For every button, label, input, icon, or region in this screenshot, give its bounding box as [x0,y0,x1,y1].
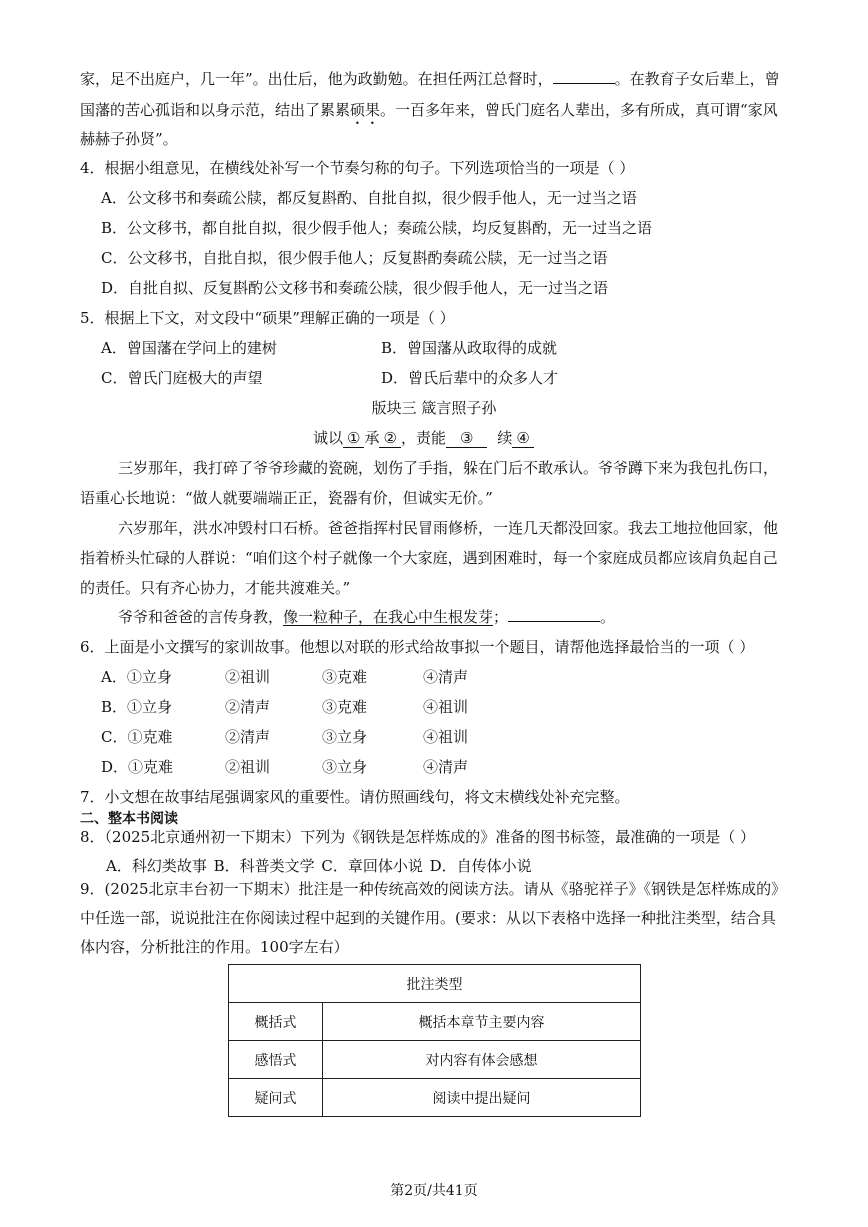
table-cell: 感悟式 [229,1041,323,1079]
story-text: ； [493,608,509,626]
passage-text: 。一百多年来，曾氏门庭名人辈出，多有所成，真可谓“家风 [380,101,778,119]
q8-options[interactable]: A．科幻类故事 B．科普类文学 C．章回体小说 D．自传体小说 [106,857,532,875]
answer-blank[interactable] [508,620,600,622]
underlined-sentence: 像一粒种子，在我心中生根发芽 [283,608,494,626]
q5-option-c[interactable]: C．曾氏门庭极大的声望 [101,369,263,387]
q6-cell: ④清声 [423,668,469,686]
q6-cell: ②清声 [225,698,271,716]
q6-cell: ④祖训 [423,728,469,746]
q6-cell: ④清声 [423,758,469,776]
section-title: 版块三 箴言照子孙 [371,399,497,417]
table-cell: 对内容有体会感想 [323,1041,641,1079]
couplet-text: ，责能 [400,429,446,447]
emphasized-word: 硕果 [350,101,381,119]
q4-option-a[interactable]: A．公文移书和奏疏公牍，都反复斟酌、自批自拟，很少假手他人，无一过当之语 [101,189,637,207]
table-header: 批注类型 [229,965,641,1003]
table-cell: 阅读中提出疑问 [323,1079,641,1117]
q6-option-a[interactable] [101,666,468,687]
question-9-line: 9．(2025北京丰台初一下期末）批注是一种传统高效的阅读方法。请从《骆驼祥子》《钢铁是怎样炼成的》 [80,880,787,898]
q4-option-d[interactable]: D．自批自拟、反复斟酌公文移书和奏疏公牍，很少假手他人，无一过当之语 [101,279,609,297]
story-paragraph: 的责任。只有齐心协力，才能共渡难关。” [80,579,351,597]
story-paragraph: 指着桥头忙碌的人群说：“咱们这个村子就像一个大家庭，遇到困难时，每一个家庭成员都应该肩负起自己 [80,549,778,567]
q5-option-a[interactable]: A．曾国藩在学问上的建树 [101,339,277,357]
q6-cell: D．①克难 [101,758,174,776]
story-paragraph: 语重心长地说：“做人就要端端正正，瓷器有价，但诚实无价。” [80,489,493,507]
table-row [229,1041,641,1079]
story-paragraph [118,606,615,627]
q4-option-b[interactable]: B．公文移书，都自批自拟，很少假手他人；奏疏公牍，均反复斟酌，无一过当之语 [101,219,653,237]
q6-cell: B．①立身 [101,698,173,716]
question-8-stem: 8．（2025北京通州初一下期末）下列为《钢铁是怎样炼成的》准备的图书标签，最准确的一项是（ ） [80,828,755,846]
annotation-type-table [228,964,641,1117]
story-paragraph: 六岁那年，洪水冲毁村口石桥。爸爸指挥村民冒雨修桥，一连几天都没回家。我去工地拉他回家，他 [118,519,779,537]
question-9-line: 体内容，分析批注的作用。100字左右） [80,938,349,956]
section-heading: 二、整本书阅读 [80,811,178,827]
couplet-blank-3: ③ [446,429,487,448]
answer-blank [553,82,615,84]
q6-cell: C．①克难 [101,728,173,746]
table-cell: 疑问式 [229,1079,323,1117]
passage-text: 家，足不出庭户，几一年”。出仕后，他为政勤勉。在担任两江总督时， [80,70,553,88]
q6-cell: ③克难 [322,668,368,686]
couplet-text: 诚以 [313,429,344,447]
table-row [229,1079,641,1117]
couplet-line [313,427,534,448]
q6-cell: ②祖训 [225,758,271,776]
story-text: 。 [600,608,616,626]
table-cell: 概括本章节主要内容 [323,1003,641,1041]
passage-line: 赫赫子孙贤”。 [80,130,178,148]
question-5-stem: 5．根据上下文，对文段中“硕果”理解正确的一项是（ ） [80,309,455,327]
question-6-stem: 6．上面是小文撰写的家训故事。他想以对联的形式给故事拟一个题目，请帮他选择最恰当的一项（ ） [80,638,755,656]
passage-text: 。在教育子女后辈上，曾 [614,70,780,88]
question-7-stem: 7．小文想在故事结尾强调家风的重要性。请仿照画线句，将文末横线处补充完整。 [80,788,630,806]
q6-cell: ④祖训 [423,698,469,716]
table-row [229,1003,641,1041]
q6-cell: ③立身 [322,758,368,776]
story-paragraph: 三岁那年，我打碎了爷爷珍藏的瓷碗，划伤了手指，躲在门后不敢承认。爷爷蹲下来为我包扎伤口， [118,459,779,477]
q6-option-b[interactable] [101,696,468,717]
couplet-blank-2: ② [379,429,400,448]
story-text: 爷爷和爸爸的言传身教， [118,608,284,626]
question-4-stem: 4．根据小组意见，在横线处补写一个节奏匀称的句子。下列选项恰当的一项是（ ） [80,159,635,177]
q6-cell: ③克难 [322,698,368,716]
table-cell: 概括式 [229,1003,323,1041]
page-footer: 第2页/共41页 [390,1183,478,1199]
table-row [229,965,641,1003]
q5-option-b[interactable]: B．曾国藩从政取得的成就 [381,339,558,357]
passage-line [80,68,780,89]
q4-option-c[interactable]: C．公文移书，自批自拟，很少假手他人；反复斟酌奏疏公牍，无一过当之语 [101,249,608,267]
q5-option-d[interactable]: D．曾氏后辈中的众多人才 [381,369,559,387]
question-9-line: 中任选一部，说说批注在你阅读过程中起到的关键作用。(要求：从以下表格中选择一种批注类型，结合具 [80,909,776,927]
couplet-text: 续 [497,429,513,447]
q6-cell: A．①立身 [101,668,172,686]
couplet-text: 承 [364,429,380,447]
q6-cell: ②清声 [225,728,271,746]
couplet-blank-4: ④ [512,429,533,448]
passage-text: 国藩的苦心孤诣和以身示范，结出了累累 [80,101,351,119]
passage-line [80,99,778,128]
q6-option-d[interactable] [101,756,468,777]
q6-option-c[interactable] [101,726,468,747]
q6-cell: ③立身 [322,728,368,746]
q6-cell: ②祖训 [225,668,271,686]
couplet-blank-1: ① [343,429,364,448]
